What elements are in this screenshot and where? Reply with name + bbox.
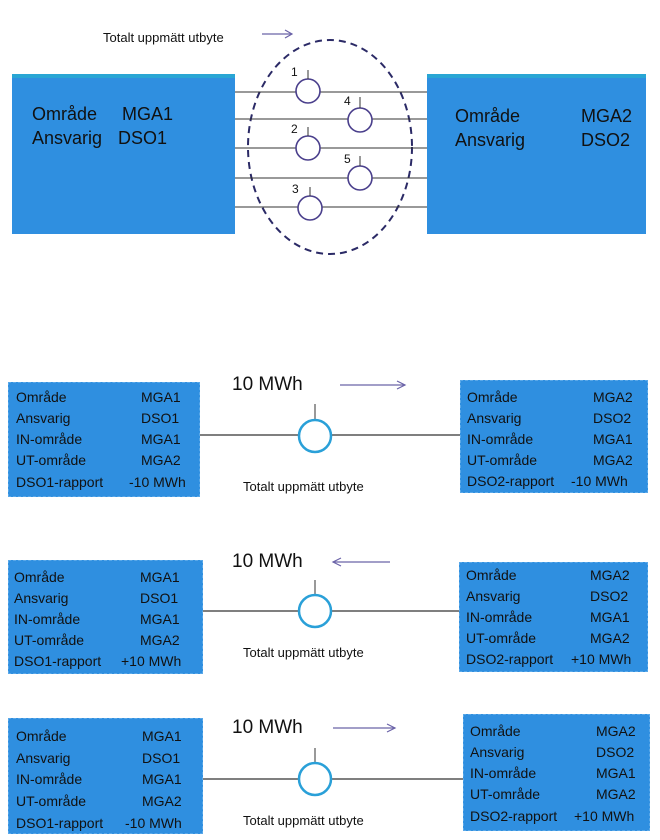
scenario-1-exchange-label: Totalt uppmätt utbyte xyxy=(243,479,364,494)
area-value: MGA1 xyxy=(141,389,181,405)
meter-4 xyxy=(348,108,372,132)
out-area-value: MGA2 xyxy=(142,793,182,809)
report-value: -10 MWh xyxy=(125,815,182,831)
report-value: -10 MWh xyxy=(129,474,186,490)
meter-2 xyxy=(296,136,320,160)
scenario-1-right-box xyxy=(460,380,648,493)
responsible-value: DSO2 xyxy=(593,410,632,426)
meter-1 xyxy=(296,79,320,103)
border-ellipse xyxy=(248,40,412,254)
tie-lines xyxy=(235,92,427,207)
area-label: Område xyxy=(455,106,521,126)
out-area-value: MGA2 xyxy=(593,452,633,468)
area-label: Område xyxy=(16,728,67,744)
responsible-label: Ansvarig xyxy=(467,410,522,426)
responsible-value: DSO1 xyxy=(141,410,180,426)
area-label: Område xyxy=(466,567,517,583)
in-area-label: IN-område xyxy=(16,431,83,447)
responsible-label: Ansvarig xyxy=(32,128,103,148)
in-area-value: MGA1 xyxy=(596,765,636,781)
meter-label-1: 1 xyxy=(291,65,298,79)
in-area-label: IN-område xyxy=(466,609,533,625)
responsible-label: Ansvarig xyxy=(14,590,69,606)
top-left-area-box xyxy=(12,74,235,234)
out-area-label: UT-område xyxy=(466,630,537,646)
responsible-value: DSO2 xyxy=(596,744,635,760)
responsible-label: Ansvarig xyxy=(16,410,71,426)
out-area-label: UT-område xyxy=(14,632,85,648)
responsible-label: Ansvarig xyxy=(455,130,526,150)
area-value: MGA1 xyxy=(140,569,180,585)
area-label: Område xyxy=(14,569,65,585)
report-value: -10 MWh xyxy=(571,473,628,489)
report-label: DSO1-rapport xyxy=(16,474,104,490)
in-area-label: IN-område xyxy=(470,765,537,781)
out-area-value: MGA2 xyxy=(141,452,181,468)
scenario-3-right-box xyxy=(463,714,650,831)
report-label: DSO1-rapport xyxy=(16,815,104,831)
meter-label-2: 2 xyxy=(291,122,298,136)
meter-label-5: 5 xyxy=(344,152,351,166)
meter-3 xyxy=(298,196,322,220)
area-label: Område xyxy=(32,104,98,124)
scenario-2-left-box xyxy=(8,560,203,674)
in-area-value: MGA1 xyxy=(593,431,633,447)
meter-5 xyxy=(348,166,372,190)
in-area-value: MGA1 xyxy=(590,609,630,625)
area-label: Område xyxy=(470,723,521,739)
report-label: DSO2-rapport xyxy=(467,473,555,489)
meter-label-4: 4 xyxy=(344,94,351,108)
scenario-2-exchange-label: Totalt uppmätt utbyte xyxy=(243,645,364,660)
top-right-area-box xyxy=(427,74,646,234)
report-value: +10 MWh xyxy=(121,653,182,669)
meter-label-3: 3 xyxy=(292,182,299,196)
responsible-label: Ansvarig xyxy=(470,744,525,760)
responsible-value: DSO2 xyxy=(590,588,629,604)
out-area-label: UT-område xyxy=(16,793,87,809)
in-area-value: MGA1 xyxy=(142,771,182,787)
responsible-label: Ansvarig xyxy=(16,750,71,766)
report-label: DSO1-rapport xyxy=(14,653,102,669)
area-value: MGA1 xyxy=(122,104,174,124)
out-area-value: MGA2 xyxy=(140,632,180,648)
out-area-value: MGA2 xyxy=(590,630,630,646)
responsible-value: DSO1 xyxy=(118,128,168,148)
area-value: MGA1 xyxy=(142,728,182,744)
area-label: Område xyxy=(16,389,67,405)
report-value: +10 MWh xyxy=(571,651,632,667)
in-area-value: MGA1 xyxy=(141,431,181,447)
responsible-value: DSO1 xyxy=(140,590,179,606)
area-value: MGA2 xyxy=(581,106,633,126)
scenario-2-energy: 10 MWh xyxy=(232,551,303,572)
out-area-value: MGA2 xyxy=(596,786,636,802)
scenario-2-right-box xyxy=(459,562,648,672)
area-value: MGA2 xyxy=(596,723,636,739)
out-area-label: UT-område xyxy=(470,786,541,802)
responsible-value: DSO2 xyxy=(581,130,631,150)
in-area-value: MGA1 xyxy=(140,611,180,627)
report-label: DSO2-rapport xyxy=(466,651,554,667)
out-area-label: UT-område xyxy=(467,452,538,468)
scenario-1-left-box xyxy=(8,382,200,497)
responsible-label: Ansvarig xyxy=(466,588,521,604)
report-value: +10 MWh xyxy=(574,808,635,824)
top-exchange-label: Totalt uppmätt utbyte xyxy=(103,30,224,45)
in-area-label: IN-område xyxy=(16,771,83,787)
area-value: MGA2 xyxy=(593,389,633,405)
area-label: Område xyxy=(467,389,518,405)
responsible-value: DSO1 xyxy=(142,750,181,766)
report-label: DSO2-rapport xyxy=(470,808,558,824)
scenario-3-left-box xyxy=(8,718,203,834)
area-value: MGA2 xyxy=(590,567,630,583)
scenario-3-exchange-label: Totalt uppmätt utbyte xyxy=(243,813,364,828)
top-direction-arrow xyxy=(262,30,292,38)
in-area-label: IN-område xyxy=(467,431,534,447)
scenario-1-energy: 10 MWh xyxy=(232,374,303,395)
out-area-label: UT-område xyxy=(16,452,87,468)
scenario-3-energy: 10 MWh xyxy=(232,717,303,738)
in-area-label: IN-område xyxy=(14,611,81,627)
